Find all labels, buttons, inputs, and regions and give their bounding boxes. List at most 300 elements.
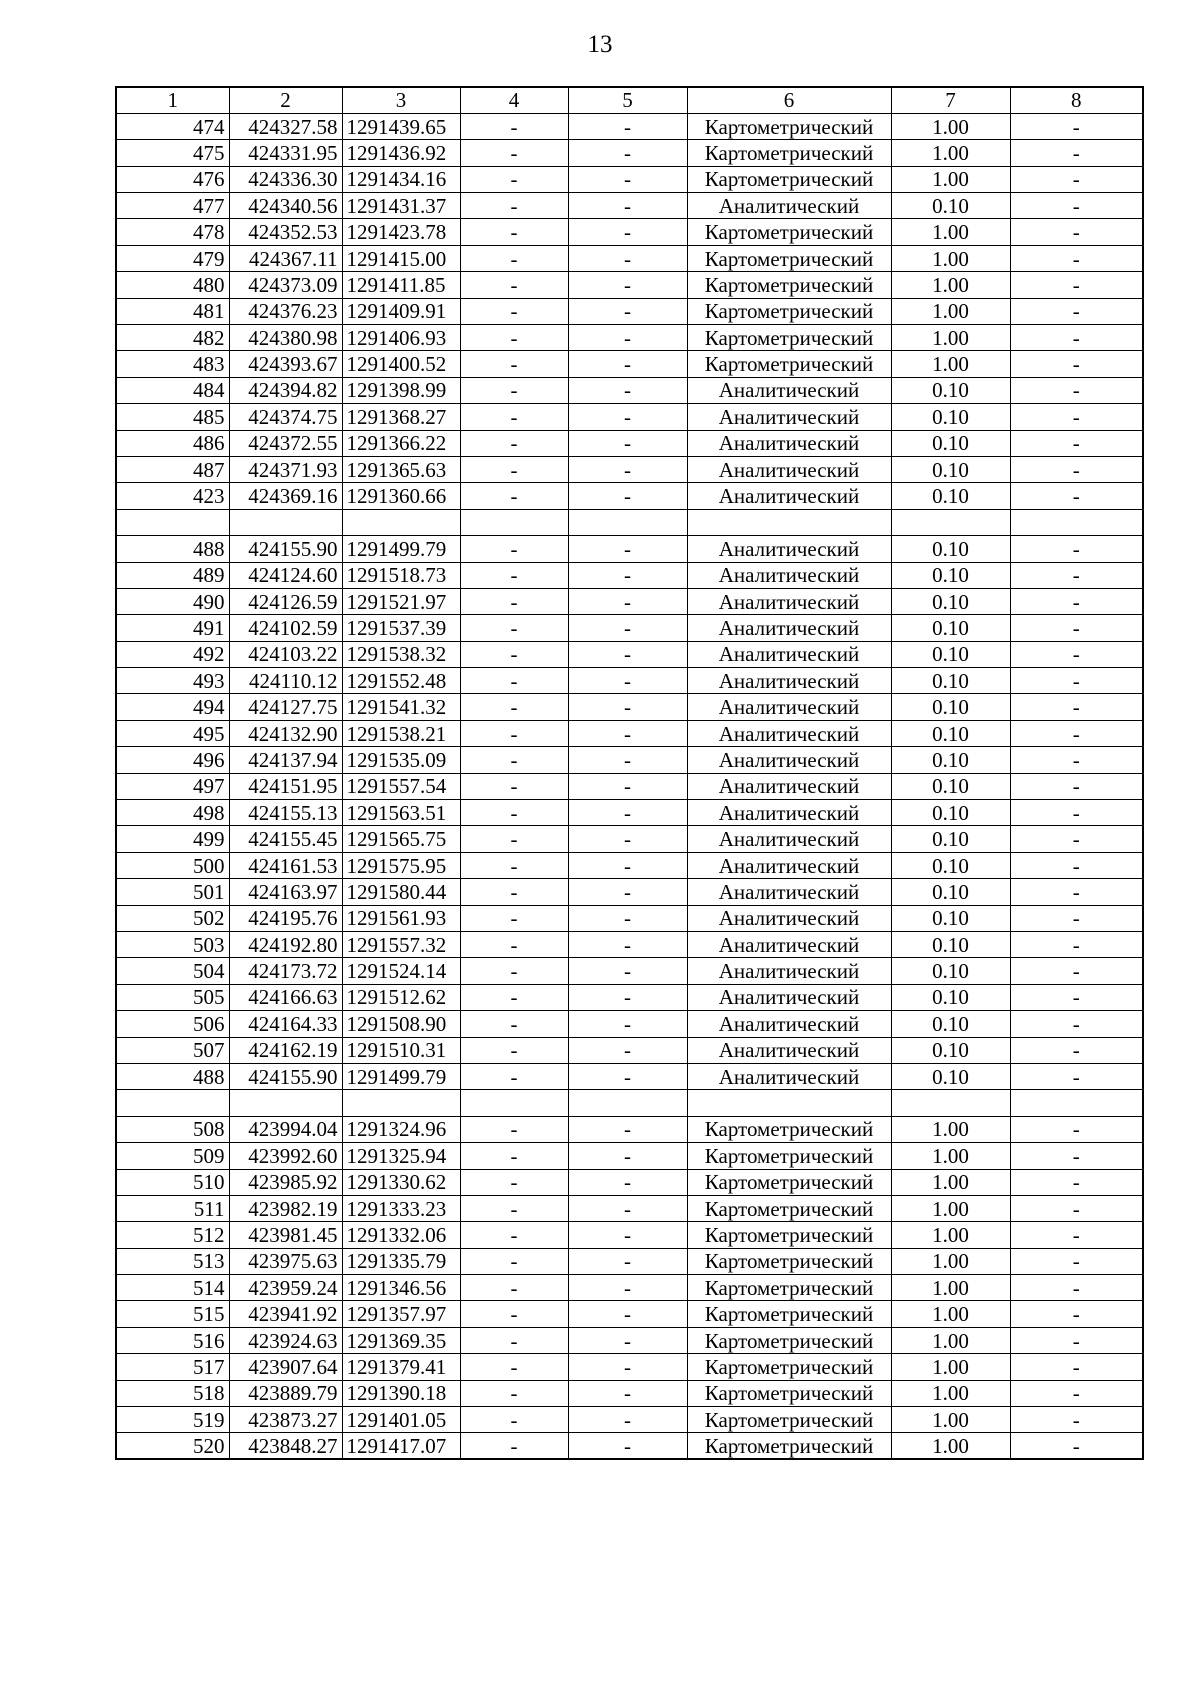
y-coordinate-cell: 1291580.44 xyxy=(342,879,460,905)
table-body xyxy=(116,113,1143,1459)
accuracy-cell: 0.10 xyxy=(891,905,1010,931)
table-row xyxy=(116,351,1143,377)
column-8-cell: - xyxy=(1010,879,1143,905)
x-coordinate-cell: 424110.12 xyxy=(229,668,342,694)
x-coordinate-cell: 424162.19 xyxy=(229,1037,342,1063)
point-number-cell: 494 xyxy=(116,694,229,720)
x-coordinate-cell: 424166.63 xyxy=(229,984,342,1010)
column-5-cell: - xyxy=(568,1433,687,1459)
y-coordinate-cell xyxy=(342,509,460,535)
x-coordinate-cell: 424369.16 xyxy=(229,483,342,509)
column-5-cell: - xyxy=(568,1222,687,1248)
table-row xyxy=(116,509,1143,535)
column-4-cell: - xyxy=(460,641,568,667)
table-row xyxy=(116,1407,1143,1433)
column-4-cell: - xyxy=(460,826,568,852)
y-coordinate-cell xyxy=(342,1090,460,1116)
column-4-cell: - xyxy=(460,1143,568,1169)
x-coordinate-cell: 423873.27 xyxy=(229,1407,342,1433)
point-number-cell: 495 xyxy=(116,720,229,746)
x-coordinate-cell: 423924.63 xyxy=(229,1327,342,1353)
point-number-cell: 484 xyxy=(116,377,229,403)
x-coordinate-cell: 424372.55 xyxy=(229,430,342,456)
table-row xyxy=(116,1116,1143,1142)
column-5-cell: - xyxy=(568,826,687,852)
column-5-cell: - xyxy=(568,1116,687,1142)
column-4-cell: - xyxy=(460,536,568,562)
x-coordinate-cell: 424127.75 xyxy=(229,694,342,720)
y-coordinate-cell: 1291325.94 xyxy=(342,1143,460,1169)
column-header: 2 xyxy=(229,87,342,113)
method-cell xyxy=(687,1090,891,1116)
point-number-cell: 500 xyxy=(116,852,229,878)
accuracy-cell: 1.00 xyxy=(891,272,1010,298)
column-header: 3 xyxy=(342,87,460,113)
method-cell: Аналитический xyxy=(687,800,891,826)
method-cell: Картометрический xyxy=(687,1407,891,1433)
method-cell: Картометрический xyxy=(687,1275,891,1301)
table-row xyxy=(116,588,1143,614)
column-8-cell: - xyxy=(1010,562,1143,588)
accuracy-cell: 0.10 xyxy=(891,536,1010,562)
method-cell: Картометрический xyxy=(687,245,891,271)
point-number-cell: 497 xyxy=(116,773,229,799)
column-4-cell: - xyxy=(460,456,568,482)
y-coordinate-cell: 1291330.62 xyxy=(342,1169,460,1195)
column-8-cell: - xyxy=(1010,298,1143,324)
x-coordinate-cell: 424340.56 xyxy=(229,193,342,219)
x-coordinate-cell: 424102.59 xyxy=(229,615,342,641)
column-4-cell: - xyxy=(460,377,568,403)
table-row xyxy=(116,193,1143,219)
table-row xyxy=(116,615,1143,641)
method-cell: Аналитический xyxy=(687,852,891,878)
point-number-cell: 504 xyxy=(116,958,229,984)
column-5-cell xyxy=(568,509,687,535)
column-8-cell: - xyxy=(1010,1248,1143,1274)
table-row xyxy=(116,272,1143,298)
column-4-cell: - xyxy=(460,351,568,377)
table-row xyxy=(116,430,1143,456)
accuracy-cell: 1.00 xyxy=(891,1301,1010,1327)
method-cell: Аналитический xyxy=(687,773,891,799)
y-coordinate-cell: 1291415.00 xyxy=(342,245,460,271)
column-4-cell: - xyxy=(460,1380,568,1406)
column-8-cell: - xyxy=(1010,1169,1143,1195)
column-4-cell: - xyxy=(460,272,568,298)
accuracy-cell xyxy=(891,509,1010,535)
method-cell xyxy=(687,509,891,535)
point-number-cell: 506 xyxy=(116,1011,229,1037)
y-coordinate-cell: 1291332.06 xyxy=(342,1222,460,1248)
column-8-cell: - xyxy=(1010,958,1143,984)
accuracy-cell: 1.00 xyxy=(891,1143,1010,1169)
y-coordinate-cell: 1291360.66 xyxy=(342,483,460,509)
column-5-cell xyxy=(568,1090,687,1116)
y-coordinate-cell: 1291369.35 xyxy=(342,1327,460,1353)
y-coordinate-cell: 1291368.27 xyxy=(342,404,460,430)
table-row xyxy=(116,1301,1143,1327)
accuracy-cell: 1.00 xyxy=(891,1433,1010,1459)
point-number-cell: 474 xyxy=(116,113,229,139)
page-number: 13 xyxy=(587,31,613,58)
method-cell: Аналитический xyxy=(687,879,891,905)
y-coordinate-cell: 1291499.79 xyxy=(342,1063,460,1089)
method-cell: Аналитический xyxy=(687,562,891,588)
table-row xyxy=(116,1011,1143,1037)
table-row xyxy=(116,1433,1143,1459)
column-5-cell: - xyxy=(568,193,687,219)
column-5-cell: - xyxy=(568,1169,687,1195)
point-number-cell: 485 xyxy=(116,404,229,430)
column-4-cell: - xyxy=(460,1222,568,1248)
column-8-cell: - xyxy=(1010,140,1143,166)
column-8-cell: - xyxy=(1010,1433,1143,1459)
y-coordinate-cell: 1291557.54 xyxy=(342,773,460,799)
y-coordinate-cell: 1291335.79 xyxy=(342,1248,460,1274)
column-5-cell: - xyxy=(568,456,687,482)
point-number-cell: 488 xyxy=(116,1063,229,1089)
coordinates-table xyxy=(115,86,1144,1460)
column-header: 6 xyxy=(687,87,891,113)
y-coordinate-cell: 1291398.99 xyxy=(342,377,460,403)
method-cell: Картометрический xyxy=(687,1143,891,1169)
column-5-cell: - xyxy=(568,245,687,271)
table-row xyxy=(116,1380,1143,1406)
method-cell: Аналитический xyxy=(687,1011,891,1037)
table-row xyxy=(116,1327,1143,1353)
column-8-cell: - xyxy=(1010,1222,1143,1248)
method-cell: Аналитический xyxy=(687,483,891,509)
column-4-cell: - xyxy=(460,1116,568,1142)
column-5-cell: - xyxy=(568,1380,687,1406)
column-5-cell: - xyxy=(568,958,687,984)
column-4-cell: - xyxy=(460,694,568,720)
column-4-cell: - xyxy=(460,1169,568,1195)
column-5-cell: - xyxy=(568,641,687,667)
column-8-cell: - xyxy=(1010,668,1143,694)
column-header: 5 xyxy=(568,87,687,113)
y-coordinate-cell: 1291365.63 xyxy=(342,456,460,482)
accuracy-cell: 1.00 xyxy=(891,1195,1010,1221)
x-coordinate-cell: 424103.22 xyxy=(229,641,342,667)
column-5-cell: - xyxy=(568,430,687,456)
column-5-cell: - xyxy=(568,852,687,878)
column-8-cell: - xyxy=(1010,219,1143,245)
column-8-cell: - xyxy=(1010,1011,1143,1037)
table-row xyxy=(116,536,1143,562)
x-coordinate-cell xyxy=(229,509,342,535)
x-coordinate-cell: 423907.64 xyxy=(229,1354,342,1380)
method-cell: Картометрический xyxy=(687,219,891,245)
accuracy-cell: 0.10 xyxy=(891,826,1010,852)
column-4-cell: - xyxy=(460,852,568,878)
column-8-cell: - xyxy=(1010,800,1143,826)
y-coordinate-cell: 1291346.56 xyxy=(342,1275,460,1301)
method-cell: Картометрический xyxy=(687,1169,891,1195)
accuracy-cell: 0.10 xyxy=(891,694,1010,720)
y-coordinate-cell: 1291401.05 xyxy=(342,1407,460,1433)
y-coordinate-cell: 1291518.73 xyxy=(342,562,460,588)
accuracy-cell: 1.00 xyxy=(891,1354,1010,1380)
column-4-cell: - xyxy=(460,773,568,799)
point-number-cell: 492 xyxy=(116,641,229,667)
column-4-cell: - xyxy=(460,668,568,694)
y-coordinate-cell: 1291541.32 xyxy=(342,694,460,720)
table-row xyxy=(116,298,1143,324)
column-8-cell: - xyxy=(1010,456,1143,482)
column-5-cell: - xyxy=(568,668,687,694)
point-number-cell: 477 xyxy=(116,193,229,219)
column-4-cell: - xyxy=(460,430,568,456)
point-number-cell: 507 xyxy=(116,1037,229,1063)
column-8-cell: - xyxy=(1010,1275,1143,1301)
column-5-cell: - xyxy=(568,351,687,377)
table-row xyxy=(116,562,1143,588)
y-coordinate-cell: 1291423.78 xyxy=(342,219,460,245)
header-row xyxy=(116,87,1143,113)
column-4-cell: - xyxy=(460,166,568,192)
point-number-cell: 489 xyxy=(116,562,229,588)
accuracy-cell: 1.00 xyxy=(891,1275,1010,1301)
column-8-cell: - xyxy=(1010,773,1143,799)
column-8-cell xyxy=(1010,1090,1143,1116)
column-4-cell: - xyxy=(460,404,568,430)
y-coordinate-cell: 1291508.90 xyxy=(342,1011,460,1037)
column-8-cell: - xyxy=(1010,325,1143,351)
point-number-cell: 487 xyxy=(116,456,229,482)
y-coordinate-cell: 1291537.39 xyxy=(342,615,460,641)
point-number-cell: 483 xyxy=(116,351,229,377)
point-number-cell: 501 xyxy=(116,879,229,905)
method-cell: Аналитический xyxy=(687,932,891,958)
x-coordinate-cell: 424161.53 xyxy=(229,852,342,878)
column-5-cell: - xyxy=(568,1143,687,1169)
table-row xyxy=(116,166,1143,192)
y-coordinate-cell: 1291379.41 xyxy=(342,1354,460,1380)
x-coordinate-cell: 423848.27 xyxy=(229,1433,342,1459)
x-coordinate-cell: 423975.63 xyxy=(229,1248,342,1274)
point-number-cell: 520 xyxy=(116,1433,229,1459)
column-4-cell xyxy=(460,509,568,535)
column-4-cell: - xyxy=(460,1195,568,1221)
x-coordinate-cell: 424173.72 xyxy=(229,958,342,984)
point-number-cell: 509 xyxy=(116,1143,229,1169)
x-coordinate-cell: 424195.76 xyxy=(229,905,342,931)
point-number-cell: 482 xyxy=(116,325,229,351)
accuracy-cell: 0.10 xyxy=(891,430,1010,456)
column-8-cell: - xyxy=(1010,1063,1143,1089)
accuracy-cell: 1.00 xyxy=(891,325,1010,351)
column-8-cell: - xyxy=(1010,1037,1143,1063)
y-coordinate-cell: 1291535.09 xyxy=(342,747,460,773)
column-5-cell: - xyxy=(568,562,687,588)
column-4-cell: - xyxy=(460,905,568,931)
column-8-cell: - xyxy=(1010,536,1143,562)
y-coordinate-cell: 1291565.75 xyxy=(342,826,460,852)
column-4-cell: - xyxy=(460,1063,568,1089)
x-coordinate-cell: 423982.19 xyxy=(229,1195,342,1221)
accuracy-cell: 0.10 xyxy=(891,668,1010,694)
accuracy-cell: 0.10 xyxy=(891,562,1010,588)
accuracy-cell: 0.10 xyxy=(891,641,1010,667)
column-4-cell xyxy=(460,1090,568,1116)
column-4-cell: - xyxy=(460,1275,568,1301)
accuracy-cell: 0.10 xyxy=(891,720,1010,746)
y-coordinate-cell: 1291563.51 xyxy=(342,800,460,826)
point-number-cell: 518 xyxy=(116,1380,229,1406)
table-row xyxy=(116,1169,1143,1195)
point-number-cell: 502 xyxy=(116,905,229,931)
column-8-cell: - xyxy=(1010,377,1143,403)
column-5-cell: - xyxy=(568,1327,687,1353)
point-number-cell: 510 xyxy=(116,1169,229,1195)
column-8-cell: - xyxy=(1010,193,1143,219)
x-coordinate-cell: 424126.59 xyxy=(229,588,342,614)
column-8-cell: - xyxy=(1010,615,1143,641)
table-row xyxy=(116,958,1143,984)
y-coordinate-cell: 1291409.91 xyxy=(342,298,460,324)
column-8-cell xyxy=(1010,509,1143,535)
method-cell: Аналитический xyxy=(687,1037,891,1063)
column-8-cell: - xyxy=(1010,272,1143,298)
column-4-cell: - xyxy=(460,984,568,1010)
method-cell: Аналитический xyxy=(687,1063,891,1089)
table-row xyxy=(116,1195,1143,1221)
column-4-cell: - xyxy=(460,1037,568,1063)
column-5-cell: - xyxy=(568,1063,687,1089)
accuracy-cell: 1.00 xyxy=(891,1169,1010,1195)
table-row xyxy=(116,641,1143,667)
point-number-cell: 505 xyxy=(116,984,229,1010)
method-cell: Картометрический xyxy=(687,325,891,351)
x-coordinate-cell: 424371.93 xyxy=(229,456,342,482)
x-coordinate-cell: 424164.33 xyxy=(229,1011,342,1037)
accuracy-cell: 0.10 xyxy=(891,404,1010,430)
method-cell: Аналитический xyxy=(687,641,891,667)
point-number-cell: 423 xyxy=(116,483,229,509)
column-4-cell: - xyxy=(460,245,568,271)
column-8-cell: - xyxy=(1010,166,1143,192)
x-coordinate-cell: 423981.45 xyxy=(229,1222,342,1248)
column-8-cell: - xyxy=(1010,245,1143,271)
table-row xyxy=(116,1354,1143,1380)
x-coordinate-cell: 424327.58 xyxy=(229,113,342,139)
y-coordinate-cell: 1291436.92 xyxy=(342,140,460,166)
point-number-cell: 514 xyxy=(116,1275,229,1301)
column-4-cell: - xyxy=(460,1011,568,1037)
column-4-cell: - xyxy=(460,193,568,219)
accuracy-cell: 0.10 xyxy=(891,1063,1010,1089)
y-coordinate-cell: 1291411.85 xyxy=(342,272,460,298)
table-row xyxy=(116,668,1143,694)
point-number-cell: 479 xyxy=(116,245,229,271)
x-coordinate-cell: 424352.53 xyxy=(229,219,342,245)
method-cell: Картометрический xyxy=(687,298,891,324)
table-row xyxy=(116,932,1143,958)
column-5-cell: - xyxy=(568,720,687,746)
x-coordinate-cell: 424163.97 xyxy=(229,879,342,905)
method-cell: Картометрический xyxy=(687,1248,891,1274)
column-4-cell: - xyxy=(460,879,568,905)
column-8-cell: - xyxy=(1010,1195,1143,1221)
column-5-cell: - xyxy=(568,694,687,720)
column-5-cell: - xyxy=(568,113,687,139)
column-5-cell: - xyxy=(568,905,687,931)
x-coordinate-cell: 424336.30 xyxy=(229,166,342,192)
x-coordinate-cell: 424132.90 xyxy=(229,720,342,746)
column-8-cell: - xyxy=(1010,826,1143,852)
column-4-cell: - xyxy=(460,1433,568,1459)
method-cell: Картометрический xyxy=(687,351,891,377)
y-coordinate-cell: 1291538.32 xyxy=(342,641,460,667)
x-coordinate-cell: 424137.94 xyxy=(229,747,342,773)
x-coordinate-cell: 423889.79 xyxy=(229,1380,342,1406)
column-5-cell: - xyxy=(568,588,687,614)
column-4-cell: - xyxy=(460,1407,568,1433)
method-cell: Аналитический xyxy=(687,694,891,720)
x-coordinate-cell: 424394.82 xyxy=(229,377,342,403)
point-number-cell: 519 xyxy=(116,1407,229,1433)
point-number-cell: 499 xyxy=(116,826,229,852)
column-8-cell: - xyxy=(1010,1407,1143,1433)
accuracy-cell: 1.00 xyxy=(891,351,1010,377)
column-4-cell: - xyxy=(460,1301,568,1327)
point-number-cell xyxy=(116,509,229,535)
column-5-cell: - xyxy=(568,166,687,192)
point-number-cell: 513 xyxy=(116,1248,229,1274)
y-coordinate-cell: 1291552.48 xyxy=(342,668,460,694)
column-4-cell: - xyxy=(460,140,568,166)
column-5-cell: - xyxy=(568,773,687,799)
column-5-cell: - xyxy=(568,1195,687,1221)
column-5-cell: - xyxy=(568,377,687,403)
method-cell: Аналитический xyxy=(687,668,891,694)
column-8-cell: - xyxy=(1010,430,1143,456)
method-cell: Картометрический xyxy=(687,1354,891,1380)
accuracy-cell: 0.10 xyxy=(891,852,1010,878)
column-5-cell: - xyxy=(568,747,687,773)
column-4-cell: - xyxy=(460,219,568,245)
method-cell: Картометрический xyxy=(687,1327,891,1353)
method-cell: Картометрический xyxy=(687,1116,891,1142)
column-4-cell: - xyxy=(460,588,568,614)
accuracy-cell: 0.10 xyxy=(891,483,1010,509)
y-coordinate-cell: 1291417.07 xyxy=(342,1433,460,1459)
table-row xyxy=(116,1248,1143,1274)
x-coordinate-cell: 424380.98 xyxy=(229,325,342,351)
column-5-cell: - xyxy=(568,1354,687,1380)
y-coordinate-cell: 1291431.37 xyxy=(342,193,460,219)
column-5-cell: - xyxy=(568,140,687,166)
column-4-cell: - xyxy=(460,958,568,984)
accuracy-cell: 0.10 xyxy=(891,984,1010,1010)
column-4-cell: - xyxy=(460,113,568,139)
y-coordinate-cell: 1291333.23 xyxy=(342,1195,460,1221)
method-cell: Картометрический xyxy=(687,1301,891,1327)
y-coordinate-cell: 1291524.14 xyxy=(342,958,460,984)
x-coordinate-cell xyxy=(229,1090,342,1116)
table-row xyxy=(116,905,1143,931)
method-cell: Аналитический xyxy=(687,984,891,1010)
y-coordinate-cell: 1291406.93 xyxy=(342,325,460,351)
column-8-cell: - xyxy=(1010,1354,1143,1380)
column-8-cell: - xyxy=(1010,1143,1143,1169)
method-cell: Аналитический xyxy=(687,747,891,773)
column-5-cell: - xyxy=(568,1037,687,1063)
column-8-cell: - xyxy=(1010,720,1143,746)
y-coordinate-cell: 1291324.96 xyxy=(342,1116,460,1142)
